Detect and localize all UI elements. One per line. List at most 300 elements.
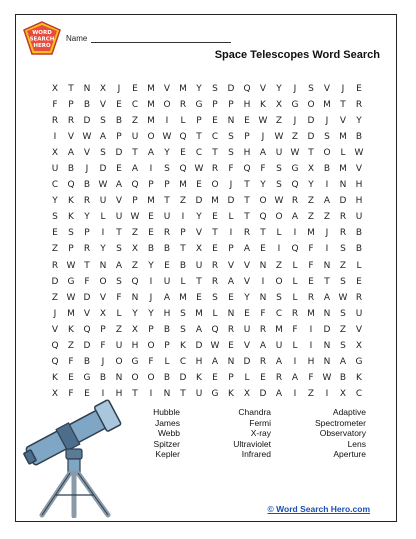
grid-letter[interactable]: P xyxy=(116,132,122,143)
grid-letter[interactable]: W xyxy=(274,196,284,207)
grid-letter[interactable]: Y xyxy=(244,292,250,303)
grid-letter[interactable]: D xyxy=(323,324,331,335)
grid-letter[interactable]: V xyxy=(83,148,91,159)
grid-letter[interactable]: S xyxy=(308,84,314,94)
grid-letter[interactable]: S xyxy=(340,276,346,287)
grid-letter[interactable]: L xyxy=(276,228,282,239)
grid-letter[interactable]: X xyxy=(131,244,139,255)
grid-letter[interactable]: B xyxy=(163,244,171,255)
grid-letter[interactable]: H xyxy=(115,388,123,399)
grid-letter[interactable]: Q xyxy=(243,164,251,175)
grid-letter[interactable]: T xyxy=(244,212,250,223)
grid-letter[interactable]: M xyxy=(179,84,187,94)
grid-letter[interactable]: C xyxy=(131,100,139,111)
grid-letter[interactable]: F xyxy=(68,388,74,399)
grid-letter[interactable]: R xyxy=(355,292,363,303)
grid-letter[interactable]: W xyxy=(274,132,284,143)
grid-letter[interactable]: E xyxy=(148,212,154,223)
grid-letter[interactable]: O xyxy=(147,132,155,143)
grid-letter[interactable]: Y xyxy=(148,260,154,271)
grid-letter[interactable]: J xyxy=(117,84,121,94)
grid-letter[interactable]: Z xyxy=(275,116,283,127)
grid-letter[interactable]: N xyxy=(339,180,347,191)
grid-letter[interactable]: A xyxy=(275,356,283,367)
grid-letter[interactable]: D xyxy=(83,340,91,351)
grid-letter[interactable]: E xyxy=(228,292,234,303)
grid-letter[interactable]: T xyxy=(164,196,170,207)
grid-letter[interactable]: M xyxy=(147,100,155,111)
grid-letter[interactable]: X xyxy=(99,84,107,94)
grid-letter[interactable]: Z xyxy=(179,196,187,207)
grid-letter[interactable]: L xyxy=(292,276,298,287)
grid-letter[interactable]: R xyxy=(211,276,219,287)
grid-letter[interactable]: P xyxy=(68,100,74,111)
grid-letter[interactable]: V xyxy=(227,260,235,271)
grid-letter[interactable]: D xyxy=(307,116,315,127)
grid-letter[interactable]: L xyxy=(292,260,298,271)
grid-letter[interactable]: I xyxy=(309,340,313,351)
grid-letter[interactable]: B xyxy=(179,260,187,271)
grid-letter[interactable]: Y xyxy=(356,116,362,127)
grid-letter[interactable]: V xyxy=(99,292,107,303)
grid-letter[interactable]: A xyxy=(147,148,155,159)
grid-letter[interactable]: W xyxy=(258,116,268,127)
grid-letter[interactable]: R xyxy=(291,308,299,319)
grid-letter[interactable]: Q xyxy=(179,164,187,175)
grid-letter[interactable]: L xyxy=(228,212,234,223)
grid-letter[interactable]: L xyxy=(292,292,298,303)
grid-letter[interactable]: M xyxy=(195,308,203,319)
grid-letter[interactable]: P xyxy=(212,100,218,111)
grid-letter[interactable]: Z xyxy=(307,212,315,223)
grid-letter[interactable]: I xyxy=(325,180,329,191)
grid-letter[interactable]: K xyxy=(68,196,74,207)
grid-letter[interactable]: B xyxy=(67,164,75,175)
grid-letter[interactable]: S xyxy=(228,148,234,159)
grid-letter[interactable]: G xyxy=(211,388,219,399)
grid-letter[interactable]: Q xyxy=(67,180,75,191)
grid-letter[interactable]: R xyxy=(243,228,251,239)
grid-letter[interactable]: O xyxy=(259,196,267,207)
grid-letter[interactable]: S xyxy=(212,292,218,303)
grid-letter[interactable]: E xyxy=(180,148,186,159)
grid-letter[interactable]: S xyxy=(116,244,122,255)
grid-letter[interactable]: P xyxy=(164,340,170,351)
grid-letter[interactable]: Y xyxy=(52,196,58,207)
grid-letter[interactable]: V xyxy=(83,308,91,319)
grid-letter[interactable]: D xyxy=(115,148,123,159)
grid-letter[interactable]: L xyxy=(100,212,106,223)
grid-letter[interactable]: E xyxy=(164,260,170,271)
grid-letter[interactable]: I xyxy=(53,132,57,143)
grid-letter[interactable]: K xyxy=(68,324,74,335)
grid-letter[interactable]: B xyxy=(163,372,171,383)
grid-letter[interactable]: J xyxy=(101,356,105,367)
grid-letter[interactable]: B xyxy=(83,180,91,191)
grid-letter[interactable]: H xyxy=(195,356,203,367)
grid-letter[interactable]: N xyxy=(323,260,331,271)
grid-letter[interactable]: I xyxy=(101,228,105,239)
grid-letter[interactable]: O xyxy=(99,276,107,287)
grid-letter[interactable]: S xyxy=(324,132,330,143)
grid-letter[interactable]: L xyxy=(180,116,186,127)
grid-letter[interactable]: C xyxy=(195,148,203,159)
grid-letter[interactable]: B xyxy=(355,132,363,143)
grid-letter[interactable]: Z xyxy=(275,260,283,271)
grid-letter[interactable]: A xyxy=(275,388,283,399)
grid-letter[interactable]: A xyxy=(115,180,123,191)
grid-letter[interactable]: I xyxy=(229,228,233,239)
grid-letter[interactable]: I xyxy=(149,276,153,287)
grid-letter[interactable]: R xyxy=(355,100,363,111)
grid-letter[interactable]: S xyxy=(340,308,346,319)
grid-letter[interactable]: T xyxy=(132,388,138,399)
grid-letter[interactable]: X xyxy=(355,340,363,351)
grid-letter[interactable]: D xyxy=(339,196,347,207)
grid-letter[interactable]: A xyxy=(195,324,203,335)
grid-letter[interactable]: R xyxy=(339,212,347,223)
grid-letter[interactable]: E xyxy=(196,292,202,303)
grid-letter[interactable]: U xyxy=(115,340,123,351)
grid-letter[interactable]: O xyxy=(307,100,315,111)
grid-letter[interactable]: Q xyxy=(51,356,59,367)
grid-letter[interactable]: P xyxy=(132,196,138,207)
grid-letter[interactable]: R xyxy=(291,196,299,207)
grid-letter[interactable]: P xyxy=(148,180,154,191)
grid-letter[interactable]: M xyxy=(147,84,155,94)
grid-letter[interactable]: G xyxy=(83,372,91,383)
grid-letter[interactable]: L xyxy=(180,276,186,287)
grid-letter[interactable]: X xyxy=(307,164,315,175)
grid-letter[interactable]: V xyxy=(115,196,123,207)
grid-letter[interactable]: G xyxy=(67,276,75,287)
grid-letter[interactable]: I xyxy=(149,164,153,175)
grid-letter[interactable]: Z xyxy=(131,228,139,239)
grid-letter[interactable]: D xyxy=(243,356,251,367)
grid-letter[interactable]: Y xyxy=(276,84,282,94)
grid-letter[interactable]: H xyxy=(355,196,363,207)
grid-letter[interactable]: W xyxy=(66,292,76,303)
grid-letter[interactable]: X xyxy=(131,324,139,335)
grid-letter[interactable]: Q xyxy=(243,84,251,94)
grid-letter[interactable]: U xyxy=(99,196,107,207)
grid-letter[interactable]: M xyxy=(323,100,331,111)
grid-letter[interactable]: E xyxy=(212,116,218,127)
grid-letter[interactable]: I xyxy=(261,276,265,287)
grid-letter[interactable]: S xyxy=(164,164,170,175)
grid-letter[interactable]: S xyxy=(180,324,186,335)
grid-letter[interactable]: J xyxy=(293,84,297,94)
grid-letter[interactable]: Q xyxy=(291,244,299,255)
grid-letter[interactable]: I xyxy=(101,388,105,399)
grid-letter[interactable]: W xyxy=(66,260,76,271)
grid-letter[interactable]: V xyxy=(243,340,251,351)
grid-letter[interactable]: J xyxy=(149,292,153,303)
grid-letter[interactable]: Z xyxy=(339,260,347,271)
grid-letter[interactable]: M xyxy=(147,196,155,207)
grid-letter[interactable]: O xyxy=(323,148,331,159)
grid-letter[interactable]: A xyxy=(323,196,331,207)
grid-letter[interactable]: Q xyxy=(211,324,219,335)
grid-letter[interactable]: N xyxy=(163,388,171,399)
grid-letter[interactable]: U xyxy=(355,212,363,223)
grid-letter[interactable]: Q xyxy=(179,132,187,143)
grid-letter[interactable]: U xyxy=(51,164,59,175)
grid-letter[interactable]: A xyxy=(291,372,299,383)
grid-letter[interactable]: N xyxy=(259,292,267,303)
grid-letter[interactable]: R xyxy=(211,260,219,271)
grid-letter[interactable]: K xyxy=(228,388,234,399)
grid-letter[interactable]: D xyxy=(227,196,235,207)
grid-letter[interactable]: A xyxy=(163,292,171,303)
grid-letter[interactable]: S xyxy=(52,212,58,223)
grid-letter[interactable]: P xyxy=(228,244,234,255)
grid-letter[interactable]: W xyxy=(130,212,140,223)
grid-letter[interactable]: U xyxy=(275,148,283,159)
grid-letter[interactable]: Z xyxy=(115,324,123,335)
grid-letter[interactable]: I xyxy=(165,116,169,127)
grid-letter[interactable]: W xyxy=(322,372,332,383)
grid-letter[interactable]: Y xyxy=(164,148,170,159)
grid-letter[interactable]: W xyxy=(354,148,364,159)
grid-letter[interactable]: T xyxy=(180,388,186,399)
grid-letter[interactable]: J xyxy=(341,84,345,94)
grid-letter[interactable]: O xyxy=(211,180,219,191)
grid-letter[interactable]: E xyxy=(212,212,218,223)
grid-letter[interactable]: M xyxy=(211,196,219,207)
grid-letter[interactable]: E xyxy=(148,228,154,239)
grid-letter[interactable]: E xyxy=(308,276,314,287)
grid-letter[interactable]: R xyxy=(275,372,283,383)
grid-letter[interactable]: E xyxy=(356,276,362,287)
grid-letter[interactable]: J xyxy=(293,116,297,127)
grid-letter[interactable]: R xyxy=(211,164,219,175)
grid-letter[interactable]: Q xyxy=(83,324,91,335)
grid-letter[interactable]: C xyxy=(211,132,219,143)
grid-letter[interactable]: S xyxy=(340,340,346,351)
grid-letter[interactable]: P xyxy=(148,324,154,335)
grid-letter[interactable]: P xyxy=(164,180,170,191)
grid-letter[interactable]: N xyxy=(323,356,331,367)
grid-letter[interactable]: T xyxy=(244,196,250,207)
grid-letter[interactable]: C xyxy=(51,180,59,191)
grid-letter[interactable]: R xyxy=(339,228,347,239)
grid-letter[interactable]: B xyxy=(99,372,107,383)
grid-letter[interactable]: F xyxy=(292,324,298,335)
grid-letter[interactable]: R xyxy=(259,356,267,367)
grid-letter[interactable]: A xyxy=(259,148,267,159)
grid-letter[interactable]: F xyxy=(84,276,90,287)
grid-letter[interactable]: B xyxy=(163,324,171,335)
grid-letter[interactable]: Q xyxy=(131,180,139,191)
grid-letter[interactable]: S xyxy=(276,292,282,303)
grid-letter[interactable]: X xyxy=(195,244,203,255)
grid-letter[interactable]: G xyxy=(355,356,363,367)
grid-letter[interactable]: L xyxy=(356,260,362,271)
grid-letter[interactable]: P xyxy=(244,132,250,143)
grid-letter[interactable]: V xyxy=(163,84,171,94)
grid-letter[interactable]: S xyxy=(228,132,234,143)
grid-letter[interactable]: S xyxy=(68,228,74,239)
grid-letter[interactable]: G xyxy=(291,100,299,111)
grid-letter[interactable]: N xyxy=(83,84,91,94)
grid-letter[interactable]: N xyxy=(227,116,235,127)
grid-letter[interactable]: L xyxy=(340,148,346,159)
grid-letter[interactable]: O xyxy=(147,340,155,351)
grid-letter[interactable]: E xyxy=(212,372,218,383)
grid-letter[interactable]: N xyxy=(131,292,139,303)
grid-letter[interactable]: K xyxy=(356,372,362,383)
grid-letter[interactable]: M xyxy=(67,308,75,319)
grid-letter[interactable]: R xyxy=(83,244,91,255)
grid-letter[interactable]: E xyxy=(68,372,74,383)
grid-letter[interactable]: A xyxy=(99,132,107,143)
grid-letter[interactable]: G xyxy=(195,100,203,111)
grid-letter[interactable]: T xyxy=(68,84,74,94)
grid-letter[interactable]: M xyxy=(179,292,187,303)
grid-letter[interactable]: E xyxy=(52,228,58,239)
grid-letter[interactable]: T xyxy=(340,100,346,111)
grid-letter[interactable]: D xyxy=(195,196,203,207)
grid-letter[interactable]: R xyxy=(163,228,171,239)
grid-letter[interactable]: F xyxy=(260,164,266,175)
grid-letter[interactable]: N xyxy=(227,356,235,367)
grid-letter[interactable]: J xyxy=(85,164,89,175)
grid-letter[interactable]: M xyxy=(339,164,347,175)
grid-letter[interactable]: H xyxy=(163,308,171,319)
grid-letter[interactable]: T xyxy=(132,148,138,159)
grid-letter[interactable]: P xyxy=(228,372,234,383)
grid-letter[interactable]: J xyxy=(261,132,265,143)
grid-letter[interactable]: R xyxy=(83,196,91,207)
grid-letter[interactable]: K xyxy=(68,212,74,223)
grid-letter[interactable]: O xyxy=(147,372,155,383)
grid-letter[interactable]: E xyxy=(212,244,218,255)
grid-letter[interactable]: Y xyxy=(148,308,154,319)
grid-letter[interactable]: J xyxy=(229,180,233,191)
grid-letter[interactable]: V xyxy=(323,84,331,94)
grid-letter[interactable]: E xyxy=(228,340,234,351)
grid-letter[interactable]: I xyxy=(149,388,153,399)
grid-letter[interactable]: V xyxy=(99,100,107,111)
grid-letter[interactable]: I xyxy=(293,356,297,367)
grid-letter[interactable]: S xyxy=(180,308,186,319)
grid-letter[interactable]: S xyxy=(276,164,282,175)
grid-letter[interactable]: E xyxy=(116,100,122,111)
grid-letter[interactable]: D xyxy=(99,164,107,175)
grid-letter[interactable]: R xyxy=(307,292,315,303)
grid-letter[interactable]: M xyxy=(147,116,155,127)
grid-letter[interactable]: N xyxy=(323,340,331,351)
grid-letter[interactable]: A xyxy=(115,260,123,271)
grid-letter[interactable]: R xyxy=(227,324,235,335)
grid-letter[interactable]: G xyxy=(131,356,139,367)
grid-letter[interactable]: F xyxy=(148,356,154,367)
grid-letter[interactable]: M xyxy=(307,228,315,239)
grid-letter[interactable]: Z xyxy=(307,388,315,399)
grid-letter[interactable]: Y xyxy=(196,212,202,223)
grid-letter[interactable]: B xyxy=(83,356,91,367)
grid-letter[interactable]: P xyxy=(68,244,74,255)
grid-letter[interactable]: E xyxy=(244,116,250,127)
grid-letter[interactable]: F xyxy=(308,260,314,271)
grid-letter[interactable]: O xyxy=(163,100,171,111)
grid-letter[interactable]: U xyxy=(163,276,171,287)
grid-letter[interactable]: N xyxy=(323,308,331,319)
grid-letter[interactable]: T xyxy=(244,180,250,191)
grid-letter[interactable]: T xyxy=(84,260,90,271)
grid-letter[interactable]: V xyxy=(243,260,251,271)
grid-letter[interactable]: Y xyxy=(100,244,106,255)
grid-letter[interactable]: Y xyxy=(196,84,202,94)
grid-letter[interactable]: F xyxy=(52,100,58,111)
grid-letter[interactable]: H xyxy=(355,180,363,191)
grid-letter[interactable]: F xyxy=(228,164,234,175)
grid-letter[interactable]: Y xyxy=(132,308,138,319)
grid-letter[interactable]: E xyxy=(260,244,266,255)
grid-letter[interactable]: Z xyxy=(131,260,139,271)
grid-letter[interactable]: T xyxy=(116,228,122,239)
grid-letter[interactable]: J xyxy=(325,228,329,239)
grid-letter[interactable]: Z xyxy=(51,244,59,255)
grid-letter[interactable]: A xyxy=(131,164,139,175)
grid-letter[interactable]: A xyxy=(243,244,251,255)
grid-letter[interactable]: D xyxy=(195,340,203,351)
grid-letter[interactable]: G xyxy=(291,164,299,175)
grid-letter[interactable]: U xyxy=(195,260,203,271)
grid-letter[interactable]: S xyxy=(100,116,106,127)
grid-letter[interactable]: U xyxy=(163,212,171,223)
grid-letter[interactable]: S xyxy=(212,84,218,94)
grid-letter[interactable]: X xyxy=(275,100,283,111)
grid-letter[interactable]: L xyxy=(116,308,122,319)
grid-letter[interactable]: E xyxy=(116,164,122,175)
grid-letter[interactable]: U xyxy=(195,388,203,399)
grid-letter[interactable]: Z xyxy=(51,292,59,303)
grid-letter[interactable]: W xyxy=(162,132,172,143)
grid-letter[interactable]: R xyxy=(259,324,267,335)
grid-letter[interactable]: F xyxy=(68,356,74,367)
grid-letter[interactable]: T xyxy=(196,132,202,143)
grid-letter[interactable]: O xyxy=(275,212,283,223)
grid-letter[interactable]: Q xyxy=(51,340,59,351)
grid-letter[interactable]: C xyxy=(275,308,283,319)
grid-letter[interactable]: Y xyxy=(308,180,314,191)
grid-letter[interactable]: S xyxy=(116,276,122,287)
grid-letter[interactable]: W xyxy=(290,148,300,159)
grid-letter[interactable]: W xyxy=(210,340,220,351)
grid-letter[interactable]: U xyxy=(131,132,139,143)
grid-letter[interactable]: M xyxy=(339,132,347,143)
grid-letter[interactable]: D xyxy=(179,372,187,383)
grid-letter[interactable]: P xyxy=(228,100,234,111)
grid-letter[interactable]: E xyxy=(356,84,362,94)
grid-letter[interactable]: X xyxy=(99,308,107,319)
grid-letter[interactable]: T xyxy=(308,148,314,159)
grid-letter[interactable]: Z xyxy=(339,324,347,335)
grid-letter[interactable]: K xyxy=(52,372,58,383)
grid-letter[interactable]: S xyxy=(276,180,282,191)
grid-letter[interactable]: L xyxy=(292,340,298,351)
grid-letter[interactable]: A xyxy=(211,356,219,367)
grid-letter[interactable]: Z xyxy=(67,340,75,351)
grid-letter[interactable]: Y xyxy=(84,212,90,223)
grid-letter[interactable]: P xyxy=(196,116,202,127)
grid-letter[interactable]: T xyxy=(196,276,202,287)
grid-letter[interactable]: T xyxy=(212,228,218,239)
grid-letter[interactable]: Z xyxy=(131,116,139,127)
grid-letter[interactable]: T xyxy=(324,276,330,287)
